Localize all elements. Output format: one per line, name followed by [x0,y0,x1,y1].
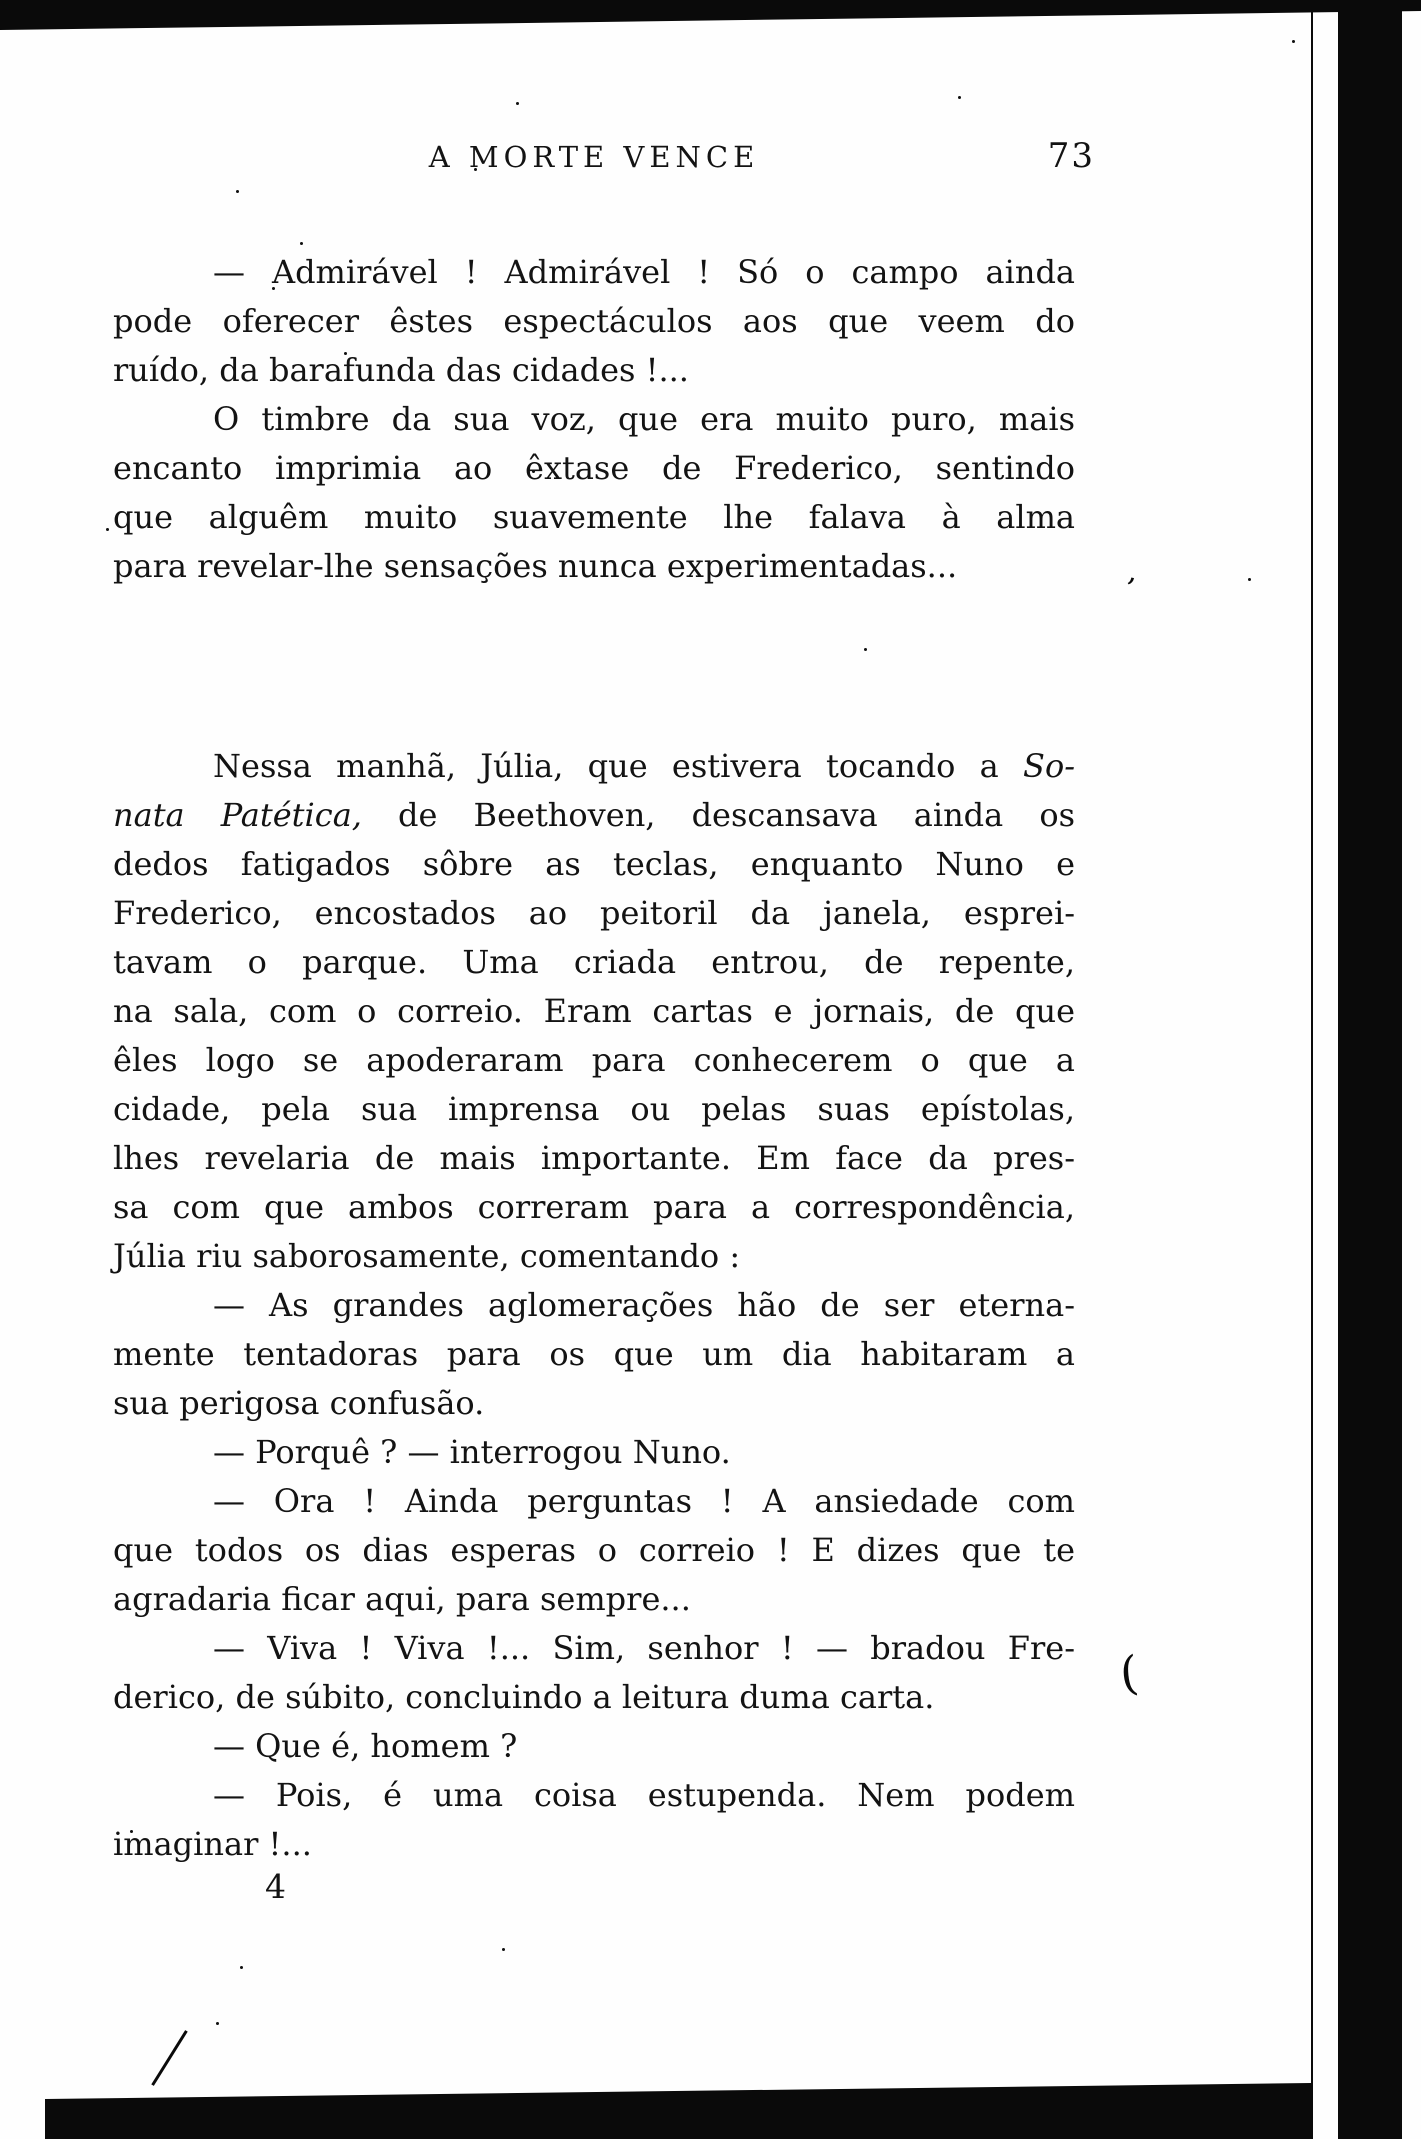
text-line [113,791,1075,840]
text-line: êles logo se apoderaram para conhecerem o que a [113,1041,1075,1079]
paragraph-dialog-admiravel [113,248,1075,395]
text-line: pode oferecer êstes espectáculos aos que veem do [113,302,1075,340]
paragraph-timbre [113,395,1075,591]
text-line: — Porquê ? — interrogou Nuno. [213,1433,731,1471]
text-line [113,742,1075,791]
text-run: de Beethoven, descansava ainda os [398,796,1076,834]
paragraph-dialog-que-e-homem [113,1722,1075,1771]
text-run: Nessa manhã, Júlia, que estivera tocando a [213,747,999,785]
text-line: O timbre da sua voz, que era muito puro, mais [213,400,1075,438]
scan-speck [106,528,109,531]
text-line: sua perigosa confusão. [113,1384,485,1422]
text-line: tavam o parque. Uma criada entrou, de repente, [113,943,1075,981]
text-line: na sala, com o correio. Eram cartas e jornais, de que [113,992,1075,1030]
text-line: que todos os dias esperas o correio ! E dizes que te [113,1531,1075,1569]
text-line: para revelar-lhe sensações nunca experimentadas... [113,547,958,585]
text-line: que alguêm muito suavemente lhe falava à alma [113,498,1075,536]
text-line: — Viva ! Viva !... Sim, senhor ! — bradou Fre- [213,1629,1075,1667]
paragraph-dialog-viva [113,1624,1075,1722]
text-line: — Admirável ! Admirável ! Só o campo ainda [213,253,1075,291]
text-line: dedos fatigados sôbre as teclas, enquanto Nuno e [113,845,1075,883]
text-run-italic: So- [1023,747,1076,785]
scan-border-right [1338,0,1402,2139]
text-line: lhes revelaria de mais importante. Em face da pres- [113,1139,1075,1177]
paragraph-dialog-aglomeracoes [113,1281,1075,1428]
text-line: — Que é, homem ? [213,1727,518,1765]
page-edge-line [1311,8,1313,2139]
text-line: sa com que ambos correram para a correspondência, [113,1188,1075,1226]
paragraph-nessa-manha [113,742,1075,1281]
paragraph-dialog-porque [113,1428,1075,1477]
text-run-italic: nata Patética, [113,796,362,834]
scan-artifact-tick: ’ [1119,571,1138,608]
text-line: ruído, da barafunda das cidades !... [113,351,689,389]
paragraph-dialog-ora [113,1477,1075,1624]
text-line: imaginar !... [113,1825,312,1863]
page-number: 73 [1047,136,1095,176]
text-line: mente tentadoras para os que um dia habitaram a [113,1335,1075,1373]
text-line: encanto imprimia ao êxtase de Frederico, sentindo [113,449,1075,487]
text-line: — Ora ! Ainda perguntas ! A ansiedade com [213,1482,1075,1520]
scan-speck [1248,578,1251,581]
signature-number: 4 [265,1867,286,1906]
text-line: derico, de súbito, concluindo a leitura duma carta. [113,1678,935,1716]
scan-speck [1292,40,1295,43]
text-line: cidade, pela sua imprensa ou pelas suas epístolas, [113,1090,1075,1128]
text-column [113,0,1095,2139]
text-line: — Pois, é uma coisa estupenda. Nem podem [213,1776,1075,1814]
text-line: — As grandes aglomerações hão de ser eterna- [213,1286,1075,1324]
paragraph-dialog-pois [113,1771,1075,1869]
scan-artifact-paren: ( [1117,1645,1141,1701]
text-line: Frederico, encostados ao peitoril da janela, esprei- [113,894,1075,932]
running-title: A MORTE VENCE [428,140,760,174]
text-line: agradaria ficar aqui, para sempre... [113,1580,691,1618]
text-line: Júlia riu saborosamente, comentando : [113,1237,741,1275]
